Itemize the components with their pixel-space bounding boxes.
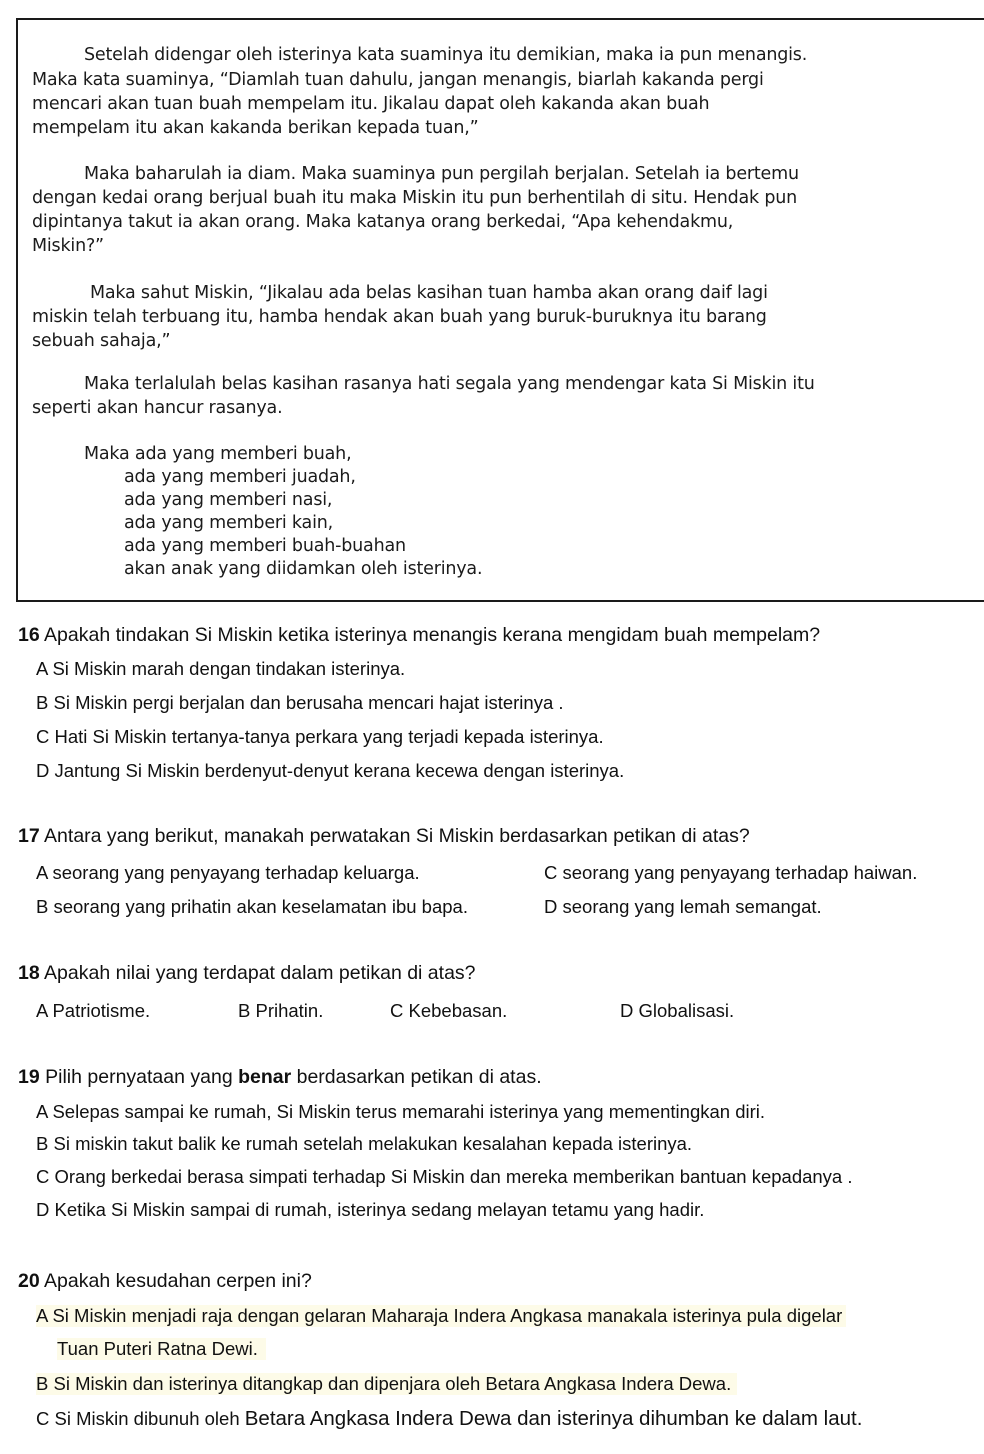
option-d: D seorang yang lemah semangat. [544, 896, 822, 917]
option-c: C Kebebasan. [390, 1000, 508, 1021]
option-a: A Si Miskin menjadi raja dengan gelaran Maharaja Indera Angkasa manakala isterinya pula digelar [36, 1305, 846, 1327]
question-text: Antara yang berikut, manakah perwatakan Si Miskin berdasarkan petikan di atas? [44, 825, 750, 847]
passage-line: miskin telah terbuang itu, hamba hendak akan buah yang buruk-buruknya itu barang [32, 307, 767, 327]
option-a: A seorang yang penyayang terhadap keluarga. [36, 862, 420, 883]
passage-line: Maka baharulah ia diam. Maka suaminya pun pergilah berjalan. Setelah ia bertemu [84, 164, 799, 184]
option-c: C Hati Si Miskin tertanya-tanya perkara yang terjadi kepada isterinya. [36, 726, 604, 747]
poem-line: akan anak yang diidamkan oleh isterinya. [124, 559, 483, 579]
question-text: Pilih pernyataan yang [45, 1066, 239, 1088]
passage-line: Maka kata suaminya, “Diamlah tuan dahulu, jangan menangis, biarlah kakanda pergi [32, 70, 764, 90]
question-number: 16 [18, 624, 40, 646]
option-d: D Jantung Si Miskin berdenyut-denyut kerana kecewa dengan isterinya. [36, 760, 625, 781]
question-text: Apakah tindakan Si Miskin ketika isterinya menangis kerana mengidam buah mempelam? [44, 624, 821, 646]
option-a: A Si Miskin marah dengan tindakan isterinya. [36, 658, 406, 679]
question-text-emphasis: benar [238, 1066, 292, 1088]
poem-line: ada yang memberi nasi, [124, 490, 333, 510]
question-number: 18 [18, 962, 40, 984]
question-20 [18, 1270, 312, 1293]
option-d: D Globalisasi. [620, 1000, 735, 1021]
option-c: C Orang berkedai berasa simpati terhadap Si Miskin dan mereka memberikan bantuan kepadanya . [36, 1166, 853, 1187]
option-d: D Ketika Si Miskin sampai di rumah, isterinya sedang melayan tetamu yang hadir. [36, 1199, 705, 1220]
question-19 [18, 1066, 542, 1089]
question-number: 20 [18, 1270, 40, 1292]
passage-line: dipintanya takut ia akan orang. Maka katanya orang berkedai, “Apa kehendakmu, [32, 212, 734, 232]
option-b: B seorang yang prihatin akan keselamatan ibu bapa. [36, 896, 468, 917]
option-b: B Si Miskin dan isterinya ditangkap dan dipenjara oleh Betara Angkasa Indera Dewa. [36, 1373, 737, 1395]
poem-line: ada yang memberi buah-buahan [124, 536, 406, 556]
option-a-continued: Tuan Puteri Ratna Dewi. [57, 1338, 266, 1360]
question-17 [18, 825, 750, 848]
passage-line: Maka sahut Miskin, “Jikalau ada belas kasihan tuan hamba akan orang daif lagi [90, 283, 768, 303]
option-c-part2: Betara Angkasa Indera Dewa dan isterinya dihumban ke dalam laut. [244, 1407, 863, 1430]
option-c-part1: C Si Miskin dibunuh oleh [36, 1408, 245, 1429]
option-c [36, 1407, 862, 1431]
question-18 [18, 962, 476, 985]
passage-line: dengan kedai orang berjual buah itu maka Miskin itu pun berhentilah di situ. Hendak pun [32, 188, 798, 208]
passage-line: mempelam itu akan kakanda berikan kepada tuan,” [32, 118, 479, 138]
passage-line: Miskin?” [32, 236, 104, 256]
passage-line: sebuah sahaja,” [32, 331, 171, 351]
option-b: B Si Miskin pergi berjalan dan berusaha mencari hajat isterinya . [36, 692, 564, 713]
question-text: berdasarkan petikan di atas. [291, 1066, 542, 1088]
poem-line: ada yang memberi juadah, [124, 467, 356, 487]
option-a: A Patriotisme. [36, 1000, 151, 1021]
question-number: 17 [18, 825, 40, 847]
question-text: Apakah nilai yang terdapat dalam petikan di atas? [44, 962, 476, 984]
option-b: B Si miskin takut balik ke rumah setelah melakukan kesalahan kepada isterinya. [36, 1133, 693, 1154]
passage-line: Setelah didengar oleh isterinya kata suaminya itu demikian, maka ia pun menangis. [84, 45, 808, 65]
question-text: Apakah kesudahan cerpen ini? [44, 1270, 312, 1292]
question-number: 19 [18, 1066, 40, 1088]
passage-line: Maka terlalulah belas kasihan rasanya hati segala yang mendengar kata Si Miskin itu [84, 374, 815, 394]
option-a: A Selepas sampai ke rumah, Si Miskin terus memarahi isterinya yang mementingkan diri. [36, 1101, 766, 1122]
question-16 [18, 624, 820, 647]
poem-line: ada yang memberi kain, [124, 513, 333, 533]
option-c: C seorang yang penyayang terhadap haiwan. [544, 862, 918, 883]
passage-line: mencari akan tuan buah mempelam itu. Jikalau dapat oleh kakanda akan buah [32, 94, 710, 114]
passage-line: seperti akan hancur rasanya. [32, 398, 283, 418]
poem-line: Maka ada yang memberi buah, [84, 444, 352, 464]
option-b: B Prihatin. [238, 1000, 324, 1021]
